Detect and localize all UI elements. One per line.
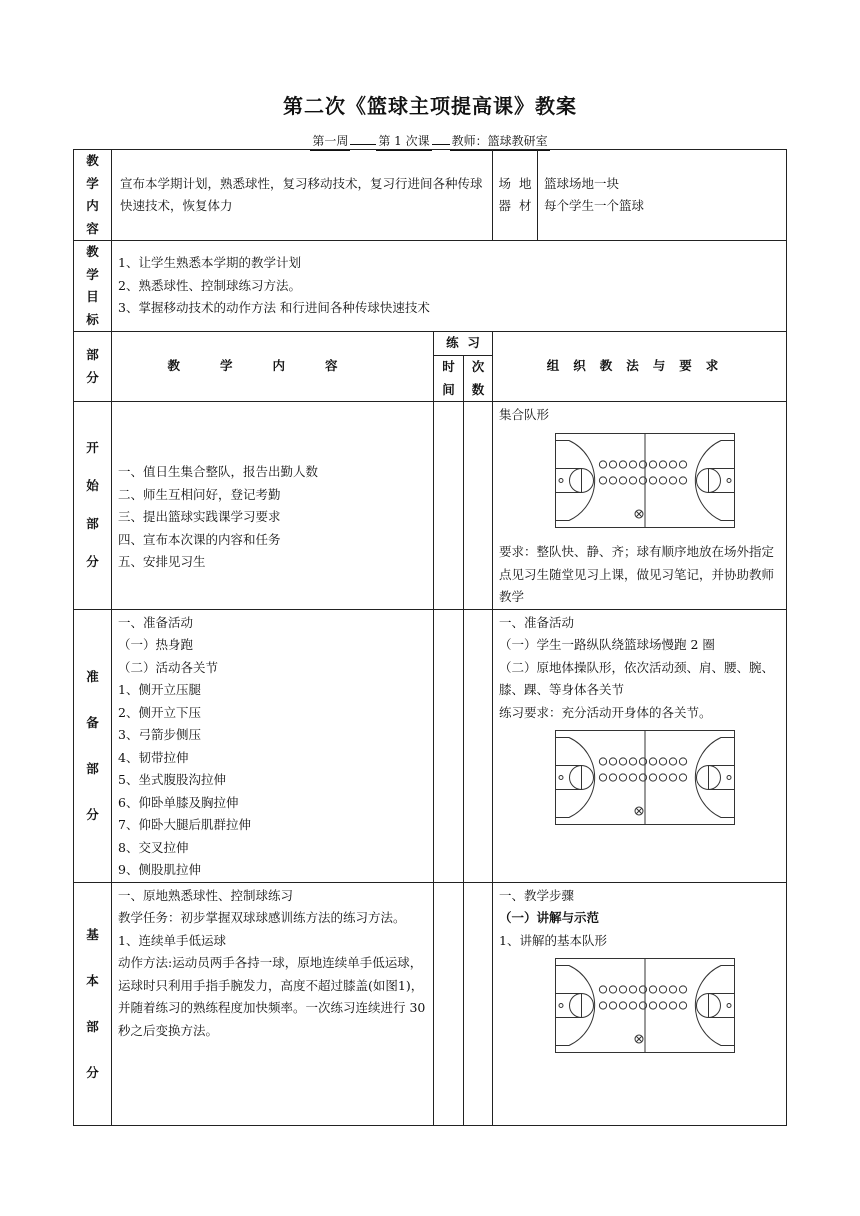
list-item: 5、坐式腹股沟拉伸 xyxy=(118,772,226,787)
teacher-label: 教师：篮球教研室 xyxy=(450,132,550,151)
player-marker xyxy=(649,774,656,781)
player-marker xyxy=(679,476,686,483)
prep-method: 一、准备活动 （一）学生一路纵队绕篮球场慢跑 2 圈 （二）原地体操队形，依次活动颈、肩、腰、腕、膝、踝、等身体各关节 练习要求：充分活动开身体的各关节。 xyxy=(493,609,787,882)
player-marker xyxy=(669,476,676,483)
list-item: 4、韧带拉伸 xyxy=(118,749,189,765)
goal-item: 2、熟悉球性、控制球练习方法。 xyxy=(118,277,301,293)
player-marker xyxy=(619,476,626,483)
list-item: （一）热身跑 xyxy=(118,637,194,652)
start-content xyxy=(112,402,434,610)
list-item: 一、准备活动 xyxy=(118,614,194,630)
player-marker xyxy=(599,986,606,993)
list-item: 一、原地熟悉球性、控制球练习 xyxy=(118,887,294,903)
player-marker xyxy=(659,774,666,781)
list-item: 1、侧开立压腿 xyxy=(118,682,201,697)
hoop xyxy=(727,478,731,482)
player-marker xyxy=(659,986,666,993)
player-marker xyxy=(679,460,686,467)
player-marker xyxy=(649,1002,656,1009)
player-marker xyxy=(639,460,646,467)
lesson-plan-table xyxy=(73,149,787,1126)
list-item: 教学任务：初步掌握双球球感训练方法的练习方法。 xyxy=(118,910,406,925)
player-marker xyxy=(649,986,656,993)
list-item: 7、仰卧大腿后肌群拉伸 xyxy=(118,817,251,832)
player-marker xyxy=(679,986,686,993)
section-label-prep: 准 备 部 分 xyxy=(74,609,112,882)
header-practice: 练 习 xyxy=(434,332,493,356)
list-item: 动作方法:运动员两手各持一球，原地连续单手低运球，运球时只利用手指手腕发力，高度不超过膝盖(如图1)，并随着练习的熟练程度加快频率。一次练习连续进行 30 秒之后变换方法。 xyxy=(118,955,426,1038)
prep-content xyxy=(112,609,434,882)
player-marker xyxy=(619,774,626,781)
three-point-arc xyxy=(555,440,595,520)
list-item: 6、仰卧单膝及胸拉伸 xyxy=(118,794,239,810)
player-marker xyxy=(659,1002,666,1009)
list-item: 二、师生互相问好，登记考勤 xyxy=(118,486,281,502)
section-label-goal: 教 学 目 标 xyxy=(74,241,112,332)
list-item: 2、侧开立下压 xyxy=(118,704,201,720)
hoop xyxy=(559,478,563,482)
player-marker xyxy=(609,774,616,781)
venue-equip-label: 场 地 器 材 xyxy=(493,150,538,241)
header-content: 教学内容 xyxy=(112,332,434,402)
player-marker xyxy=(649,758,656,765)
goal-item: 3、掌握移动技术的动作方法 和行进间各种传球快速技术 xyxy=(118,300,430,316)
player-marker xyxy=(619,460,626,467)
three-point-arc xyxy=(555,966,595,1046)
player-marker xyxy=(629,758,636,765)
player-marker xyxy=(629,476,636,483)
player-marker xyxy=(599,460,606,467)
list-item: 五、安排见习生 xyxy=(118,554,206,569)
player-marker xyxy=(649,460,656,467)
list-item: 一、值日生集合整队，报告出勤人数 xyxy=(118,464,319,479)
venue-equip-value: 篮球场地一块 每个学生一个篮球 xyxy=(538,150,787,241)
row-basic-section xyxy=(74,882,787,1125)
player-marker xyxy=(629,460,636,467)
player-marker xyxy=(629,1002,636,1009)
hoop xyxy=(559,1004,563,1008)
player-marker xyxy=(669,460,676,467)
teaching-content-text: 宣布本学期计划，熟悉球性，复习移动技术，复习行进间各种传球快速技术，恢复体力 xyxy=(112,150,493,241)
basic-method: 一、教学步骤 （一）讲解与示范 1、讲解的基本队形 xyxy=(493,882,787,1125)
list-item: 四、宣布本次课的内容和任务 xyxy=(118,531,281,547)
player-marker xyxy=(639,758,646,765)
basketball-court-icon xyxy=(555,958,735,1053)
court-diagram xyxy=(555,433,780,536)
row-teaching-content xyxy=(74,150,787,241)
player-marker xyxy=(609,460,616,467)
table-header-row xyxy=(74,332,787,356)
player-marker xyxy=(669,758,676,765)
player-marker xyxy=(599,1002,606,1009)
list-item: 8、交叉拉伸 xyxy=(118,839,189,855)
lesson-label: 第 1 次课 xyxy=(376,132,431,151)
hoop xyxy=(727,1004,731,1008)
header-time: 时 间 xyxy=(434,356,464,402)
player-marker xyxy=(659,460,666,467)
player-marker xyxy=(669,1002,676,1009)
court-diagram xyxy=(555,730,780,833)
list-item: 三、提出篮球实践课学习要求 xyxy=(118,509,281,524)
player-marker xyxy=(639,986,646,993)
header-count: 次 数 xyxy=(464,356,493,402)
player-marker xyxy=(669,774,676,781)
player-marker xyxy=(669,986,676,993)
list-item: 1、连续单手低运球 xyxy=(118,932,226,948)
player-marker xyxy=(659,758,666,765)
hoop xyxy=(727,776,731,780)
page-title: 第二次《篮球主项提高课》教案 xyxy=(283,94,577,118)
section-label-start: 开 始 部 分 xyxy=(74,402,112,610)
section-label-basic: 基 本 部 分 xyxy=(74,882,112,1125)
goal-item: 1、让学生熟悉本学期的教学计划 xyxy=(118,255,301,271)
row-start-section xyxy=(74,402,787,610)
player-marker xyxy=(599,774,606,781)
basketball-court-icon xyxy=(555,730,735,825)
player-marker xyxy=(679,774,686,781)
player-marker xyxy=(639,774,646,781)
player-marker xyxy=(639,476,646,483)
list-item: 9、侧股肌拉伸 xyxy=(118,862,201,877)
player-marker xyxy=(609,986,616,993)
player-marker xyxy=(679,1002,686,1009)
header-method: 组织教法与要求 xyxy=(493,332,787,402)
three-point-arc xyxy=(695,966,735,1046)
list-item: （二）活动各关节 xyxy=(118,659,219,675)
section-label-content: 教 学 内 容 xyxy=(74,150,112,241)
basketball-court-icon xyxy=(555,433,735,528)
court-diagram xyxy=(555,958,780,1061)
start-method: 集合队形 要求：整队快、静、齐；球有顺序地放在场外指定点见习生随堂见习上课，做见习笔记，并协助教师教学 xyxy=(493,402,787,610)
player-marker xyxy=(609,758,616,765)
teaching-goal-list xyxy=(112,241,787,332)
player-marker xyxy=(599,476,606,483)
three-point-arc xyxy=(695,738,735,818)
three-point-arc xyxy=(555,738,595,818)
row-teaching-goal xyxy=(74,241,787,332)
player-marker xyxy=(619,1002,626,1009)
player-marker xyxy=(629,986,636,993)
hoop xyxy=(559,776,563,780)
week-label: 第一周 xyxy=(310,132,350,151)
list-item: 3、弓箭步侧压 xyxy=(118,727,201,742)
player-marker xyxy=(659,476,666,483)
player-marker xyxy=(609,476,616,483)
player-marker xyxy=(679,758,686,765)
three-point-arc xyxy=(695,440,735,520)
header-part: 部 分 xyxy=(74,332,112,402)
player-marker xyxy=(639,1002,646,1009)
basic-content xyxy=(112,882,434,1125)
player-marker xyxy=(619,758,626,765)
player-marker xyxy=(609,1002,616,1009)
player-marker xyxy=(619,986,626,993)
player-marker xyxy=(599,758,606,765)
player-marker xyxy=(629,774,636,781)
row-prep-section xyxy=(74,609,787,882)
player-marker xyxy=(649,476,656,483)
